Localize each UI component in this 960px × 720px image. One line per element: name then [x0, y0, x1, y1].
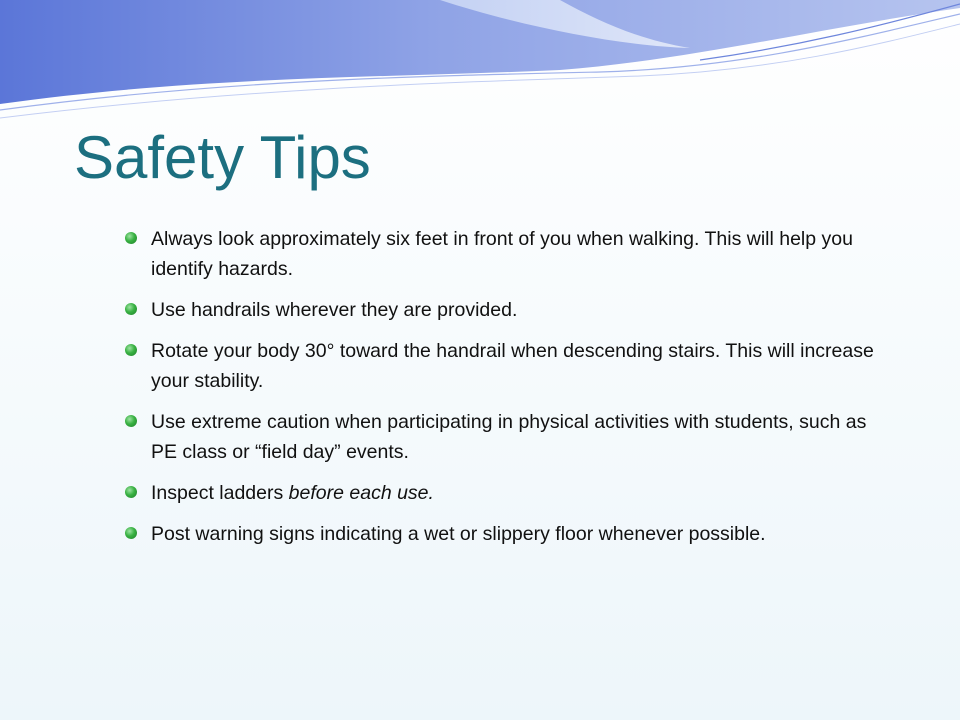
bullet-text: Use extreme caution when participating in physical activities with students, such as PE class or “field day” events.	[151, 411, 867, 463]
bullet-dot-icon	[125, 232, 137, 244]
list-item	[124, 407, 884, 467]
list-item	[124, 478, 884, 508]
bullet-dot-icon	[125, 303, 137, 315]
bullet-text: Inspect ladders	[151, 482, 289, 504]
bullet-dot-icon	[125, 415, 137, 427]
bullet-text: Always look approximately six feet in front of you when walking. This will help you identify hazards.	[151, 228, 853, 280]
bullet-dot-icon	[125, 486, 137, 498]
bullet-dot-icon	[125, 527, 137, 539]
header-wave-decoration	[0, 0, 960, 120]
list-item	[124, 295, 884, 325]
slide-title: Safety Tips	[74, 124, 371, 191]
bullet-text: Post warning signs indicating a wet or slippery floor whenever possible.	[151, 523, 766, 545]
list-item	[124, 224, 884, 284]
list-item	[124, 519, 884, 549]
bullet-text: Use handrails wherever they are provided.	[151, 299, 518, 321]
bullet-text: Rotate your body 30° toward the handrail when descending stairs. This will increase your stability.	[151, 340, 874, 392]
list-item	[124, 336, 884, 396]
bullet-dot-icon	[125, 344, 137, 356]
bullet-emphasis: before each use.	[288, 482, 434, 504]
bullet-list	[124, 224, 884, 560]
